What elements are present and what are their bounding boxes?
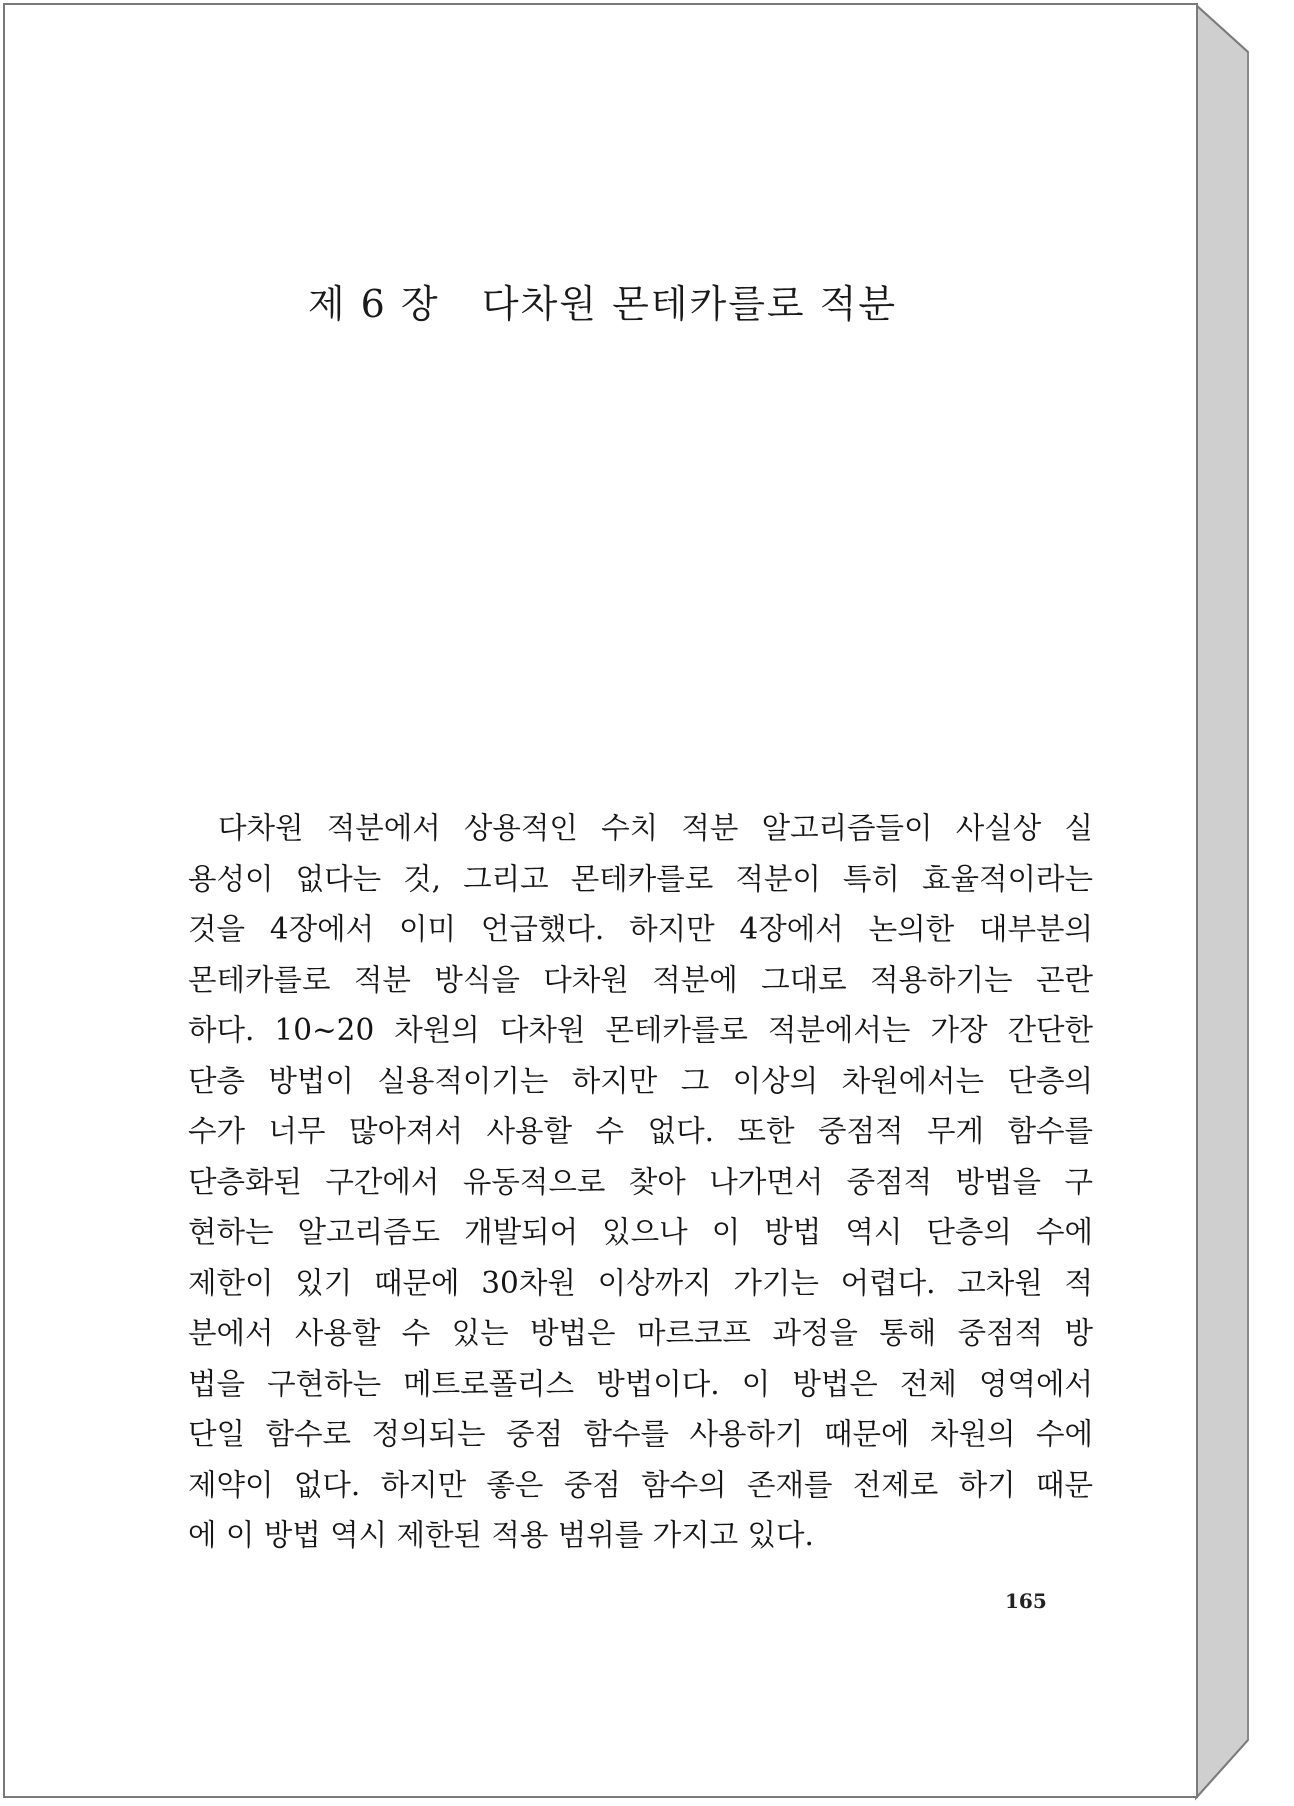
body-line: 법을 구현하는 메트로폴리스 방법이다. 이 방법은 전체 영역에서 — [188, 1366, 1093, 1401]
page-number: 165 — [1005, 1589, 1047, 1613]
body-line: 에 이 방법 역시 제한된 적용 범위를 가지고 있다. — [188, 1518, 814, 1552]
body-line: 단층화된 구간에서 유동적으로 찾아 나가면서 중점적 방법을 구 — [188, 1164, 1093, 1199]
body-line: 수가 너무 많아져서 사용할 수 없다. 또한 중점적 무게 함수를 — [188, 1114, 1093, 1148]
body-line: 제약이 없다. 하지만 좋은 중점 함수의 존재를 전제로 하기 때문 — [188, 1467, 1093, 1502]
body-line: 것을 4장에서 이미 언급했다. 하지만 4장에서 논의한 대부분의 — [188, 912, 1093, 946]
body-line: 현하는 알고리즘도 개발되어 있으나 이 방법 역시 단층의 수에 — [188, 1215, 1093, 1249]
body-line: 몬테카를로 적분 방식을 다차원 적분에 그대로 적용하기는 곤란 — [188, 962, 1093, 997]
body-line: 하다. 10~20 차원의 다차원 몬테카를로 적분에서는 가장 간단한 — [188, 1013, 1093, 1047]
body-line: 분에서 사용할 수 있는 방법은 마르코프 과정을 통해 중점적 방 — [188, 1316, 1093, 1350]
chapter-title: 제 6 장 다차원 몬테카를로 적분 — [307, 282, 898, 326]
body-line: 단층 방법이 실용적이기는 하지만 그 이상의 차원에서는 단층의 — [188, 1063, 1093, 1098]
body-line: 제한이 있기 때문에 30차원 이상까지 가기는 어렵다. 고차원 적 — [188, 1265, 1093, 1300]
book-page — [3, 3, 1198, 1798]
body-line: 용성이 없다는 것, 그리고 몬테카를로 적분이 특히 효율적이라는 — [188, 861, 1093, 896]
body-line: 단일 함수로 정의되는 중점 함수를 사용하기 때문에 차원의 수에 — [188, 1417, 1093, 1451]
body-line: 다차원 적분에서 상용적인 수치 적분 알고리즘들이 사실상 실 — [218, 811, 1093, 845]
body-paragraph — [188, 803, 1093, 1561]
